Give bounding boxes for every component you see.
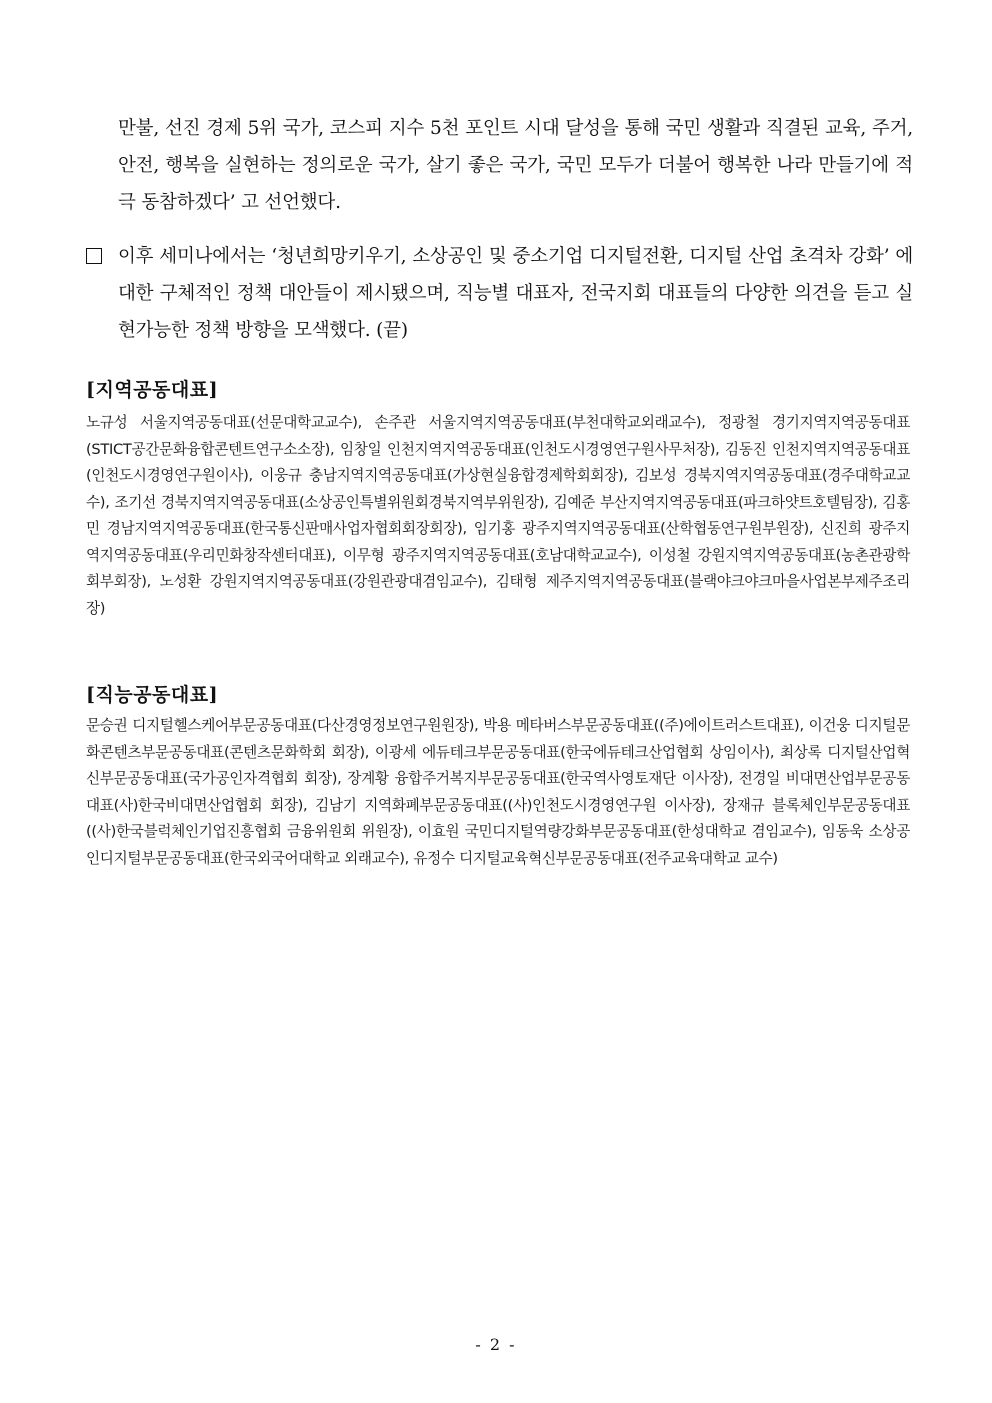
regional-section-heading: [지역공동대표]	[86, 379, 219, 401]
checkbox-bullet-icon	[86, 248, 102, 264]
seminar-summary-paragraph	[86, 238, 913, 349]
regional-representatives-list: 노규성 서울지역공동대표(선문대학교교수), 손주관 서울지역지역공동대표(부천대학교외래교수), 정광철 경기지역지역공동대표(STICT공간문화융합콘텐트연구소소장), 임창일 인천지역지역공동대표(인천도시경영연구원사무처장), 김동진 인천지역지역공동대표(인천도시경영연구원이사), 이웅규 충남지역지역공동대표(가상현실융합경제학회회장), 김보성 경북지역지역공동대표(경주대학교교수), 조기선 경북지역지역공동대표(소상공인특별위원회경북지역부위원장), 김예준 부산지역지역공동대표(파크하얏트호텔팀장), 김홍민 경남지역지역공동대표(한국통신판매사업자협회회장회장), 임기홍 광주지역지역공동대표(산학협동연구원부원장), 신진희 광주지역지역공동대표(우리민화창작센터대표), 이무형 광주지역지역공동대표(호남대학교교수), 이성철 강원지역지역공동대표(농촌관광학회부회장), 노성환 강원지역지역공동대표(강원관광대겸임교수), 김태형 제주지역지역공동대표(블랙야크야크마을사업본부제주조리장)	[86, 414, 910, 617]
functional-representatives-list: 문승권 디지털헬스케어부문공동대표(다산경영정보연구원원장), 박용 메타버스부문공동대표((주)에이트러스트대표), 이건웅 디지털문화콘텐츠부문공동대표(콘텐츠문화학회 회장), 이광세 에듀테크부문공동대표(한국에듀테크산업협회 상임이사), 최상록 디지털산업혁신부문공동대표(국가공인자격협회 회장), 장계황 융합주거복지부문공동대표(한국역사영토재단 이사장), 전경일 비대면산업부문공동대표(사)한국비대면산업협회 회장), 김남기 지역화폐부문공동대표((사)인천도시경영연구원 이사장), 장재규 블록체인부문공동대표((사)한국블럭체인기업진흥협회 금융위원회 위원장), 이효원 국민디지털역량강화부문공동대표(한성대학교 겸임교수), 임동욱 소상공인디지털부문공동대표(한국외국어대학교 외래교수), 유정수 디지털교육혁신부문공동대표(전주교육대학교 교수)	[86, 717, 910, 867]
page-number: - 2 -	[475, 1335, 517, 1354]
quote-continuation-paragraph: 만불, 선진 경제 5위 국가, 코스피 지수 5천 포인트 시대 달성을 통해 국민 생활과 직결된 교육, 주거, 안전, 행복을 실현하는 정의로운 국가, 살기 좋은 국가, 국민 모두가 더불어 행복한 나라 만들기에 적극 동참하겠다’ 고 선언했다.	[118, 118, 913, 213]
seminar-summary-text: 이후 세미나에서는 ‘청년희망키우기, 소상공인 및 중소기업 디지털전환, 디지털 산업 초격차 강화’ 에 대한 구체적인 정책 대안들이 제시됐으며, 직능별 대표자, 전국지회 대표들의 다양한 의견을 듣고 실현가능한 정책 방향을 모색했다. (끝)	[118, 246, 913, 341]
functional-section-heading: [직능공동대표]	[86, 684, 219, 706]
